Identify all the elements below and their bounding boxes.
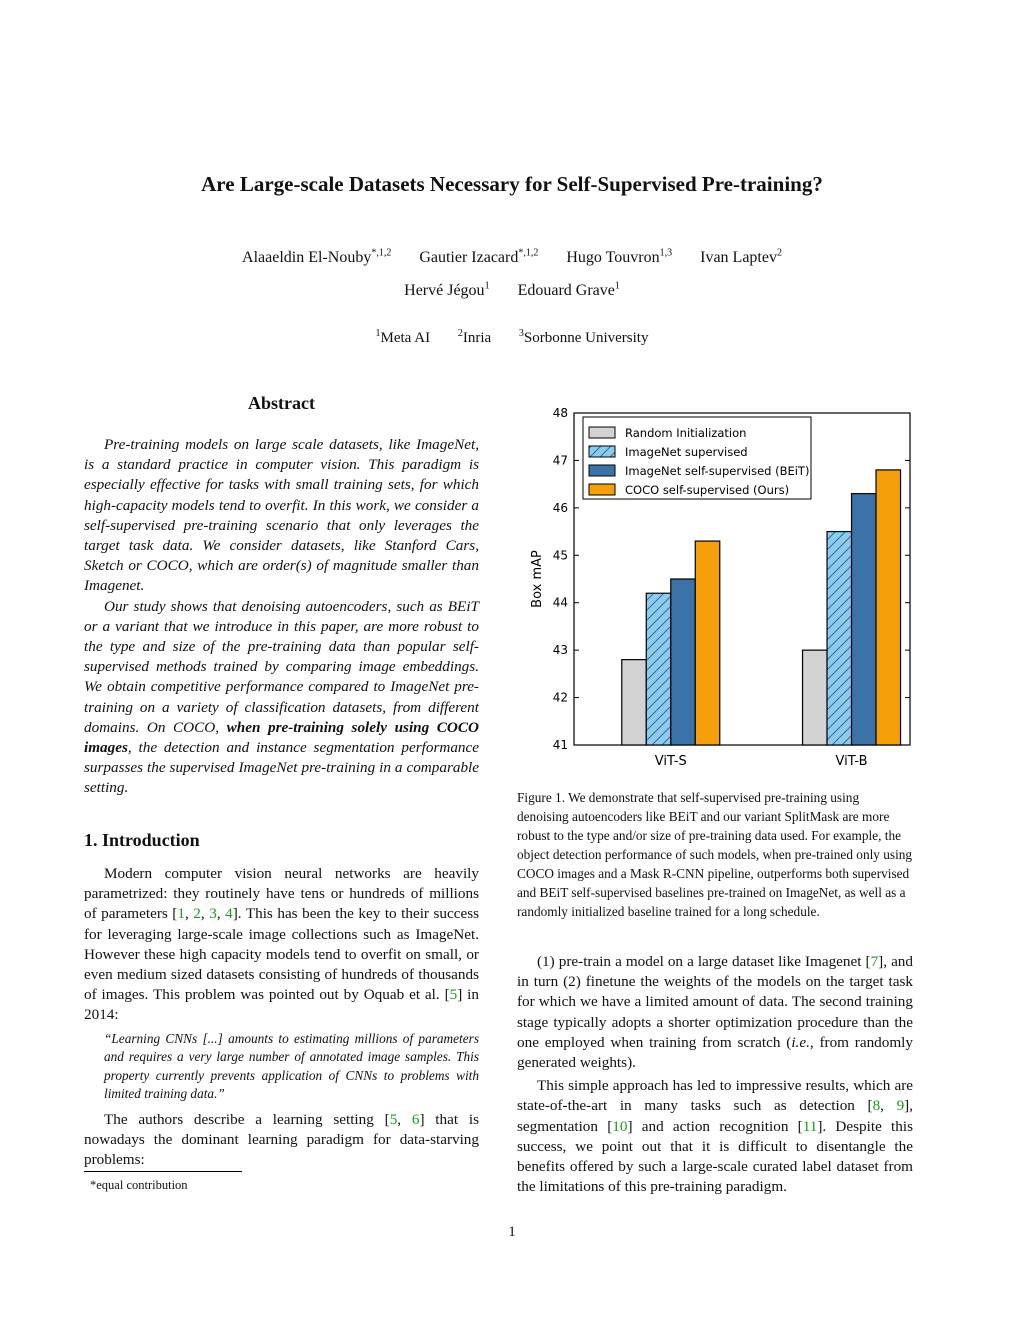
page-number: 1 [508, 1224, 516, 1240]
citation-link[interactable]: 8 [872, 1097, 881, 1115]
bar [671, 579, 696, 745]
intro-body [84, 864, 479, 1170]
citation-link[interactable]: 1 [177, 905, 185, 923]
block-quote: “Learning CNNs [...] amounts to estimating millions of parameters and requires a very large number of annotated image samples. This property currently prevents application of CNNs to problems with limited training data.” [104, 1030, 479, 1102]
citation-link[interactable]: 5 [389, 1110, 398, 1128]
intro-paragraph-2: The authors describe a learning setting [5, 6] that is nowadays the dominant learning paradigm for data-starving problems: [84, 1110, 479, 1169]
figure-caption: Figure 1. We demonstrate that self-supervised pre-training using denoising autoencoders like BEiT and our variant SplitMask are more robust to the type and/or size of pre-training data used. For example, the object detection performance of such models, when pre-trained only using COCO images and a Mask R-CNN pipeline, outperforms both supervised and BEiT self-supervised baselines pre-trained on ImageNet, as well as a randomly initialized baseline trained for a long schedule. [517, 790, 913, 919]
y-tick-label: 45 [552, 548, 568, 563]
author-row-2 [0, 282, 1024, 300]
y-axis-label: Box mAP [530, 550, 545, 608]
y-tick-label: 43 [552, 643, 568, 658]
citation-link[interactable]: 5 [449, 986, 458, 1004]
citation-link[interactable]: 7 [870, 953, 879, 970]
right-paragraph-2: This simple approach has led to impressive results, which are state-of-the-art in many tasks such as detection [8, 9], segmentation [10] and action recognition [11]. Despite this success, we point out that it is difficult to disentangle the benefits offered by such a large-scale curated label dataset from the limitations of this pre-training paradigm. [517, 1077, 914, 1196]
bar [695, 541, 720, 745]
citation-link[interactable]: 6 [411, 1110, 420, 1128]
y-tick-label: 44 [552, 595, 568, 610]
intro-paragraph-1: Modern computer vision neural networks are heavily parametrized: they routinely have tens or hundreds of millions of parameters [1, 2, 3, 4]. This has been the key to their success for leveraging large-scale image collections such as ImageNet. However these high capacity models tend to overfit on small, or even medium sized datasets consisting of hundreds of thousands of images. This problem was pointed out by Oquab et al. [5] in 2014: [84, 865, 480, 1024]
affiliations [0, 330, 1024, 347]
footnote: *equal contribution [90, 1178, 188, 1192]
legend-label: ImageNet supervised [625, 445, 748, 459]
citation-link[interactable]: 2 [193, 905, 201, 923]
intro-heading: 1. Introduction [84, 830, 200, 850]
x-tick-label: ViT-B [835, 754, 868, 769]
legend-swatch [589, 465, 615, 476]
affiliation: $^1$Meta AI [375, 328, 431, 346]
legend-swatch [589, 484, 615, 495]
legend-label: ImageNet self-supervised (BEiT) [625, 464, 810, 478]
abstract-body [84, 435, 479, 799]
author: Ivan Laptev$^2$ [700, 247, 782, 266]
abstract-heading: Abstract [248, 393, 315, 413]
legend-swatch [589, 446, 615, 457]
citation-link[interactable]: 9 [896, 1097, 905, 1115]
abstract-paragraph-2: Our study shows that denoising autoencoders, such as BEiT or a variant that we introduce in this paper, are more robust to the type and size of the pre-training data than popular self-supervised methods trained by comparing image embeddings. We obtain competitive performance compared to ImageNet pre-training on a variety of classification datasets, from different domains. On COCO, when pre-training solely using COCO images, the detection and instance segmentation performance surpasses the supervised ImageNet pre-training in a comparable setting. [84, 597, 479, 797]
paper-title: Are Large-scale Datasets Necessary for Self-Supervised Pre-training? [201, 172, 823, 196]
footnote-divider [84, 1171, 242, 1172]
author: Hervé Jégou$^1$ [404, 280, 490, 299]
figure-1-bar-chart [517, 400, 917, 780]
y-tick-label: 48 [552, 406, 568, 420]
bar [827, 532, 852, 745]
citation-link[interactable]: 3 [209, 905, 217, 923]
affiliation: $^3$Sorbonne University [518, 328, 649, 346]
author: Gautier Izacard$^{*,1,2}$ [419, 247, 539, 266]
bar [803, 650, 828, 745]
y-tick-label: 41 [552, 738, 568, 752]
author: Edouard Grave$^1$ [517, 280, 620, 299]
citation-link[interactable]: 4 [225, 905, 233, 923]
author-row-1 [0, 249, 1024, 267]
bar [646, 593, 671, 745]
author: Alaaeldin El-Nouby$^{*,1,2}$ [242, 247, 392, 266]
x-tick-label: ViT-S [654, 754, 687, 769]
y-tick-label: 47 [552, 453, 568, 468]
legend-label: COCO self-supervised (Ours) [625, 483, 790, 497]
legend-label: Random Initialization [625, 426, 747, 440]
y-tick-label: 46 [552, 500, 568, 515]
abstract-paragraph-1: Pre-training models on large scale datasets, like ImageNet, is a standard practice in computer vision. This paradigm is especially effective for tasks with small training sets, for which high-capacity models tend to overfit. In this work, we consider a self-supervised pre-training scenario that only leverages the target task data. We consider datasets, like Stanford Cars, Sketch or COCO, which are order(s) of magnitude smaller than Imagenet. [84, 436, 479, 595]
citation-link[interactable]: 10 [612, 1117, 628, 1135]
right-column-body [517, 952, 913, 1197]
legend-swatch [589, 427, 615, 438]
citation-link[interactable]: 11 [802, 1117, 818, 1135]
bar [876, 470, 901, 745]
bar [622, 660, 647, 745]
author: Hugo Touvron$^{1,3}$ [566, 247, 673, 266]
right-paragraph-1: (1) pre-train a model on a large dataset like Imagenet [7], and in turn (2) finetune the weights of the models on the target task for which we have a limited amount of data. The second training stage typically adopts a shorter optimization procedure than the one employed when training from scratch (i.e., from randomly generated weights). [517, 953, 913, 1072]
y-tick-label: 42 [552, 690, 568, 705]
affiliation: $^2$Inria [457, 328, 492, 346]
bar [852, 494, 877, 745]
